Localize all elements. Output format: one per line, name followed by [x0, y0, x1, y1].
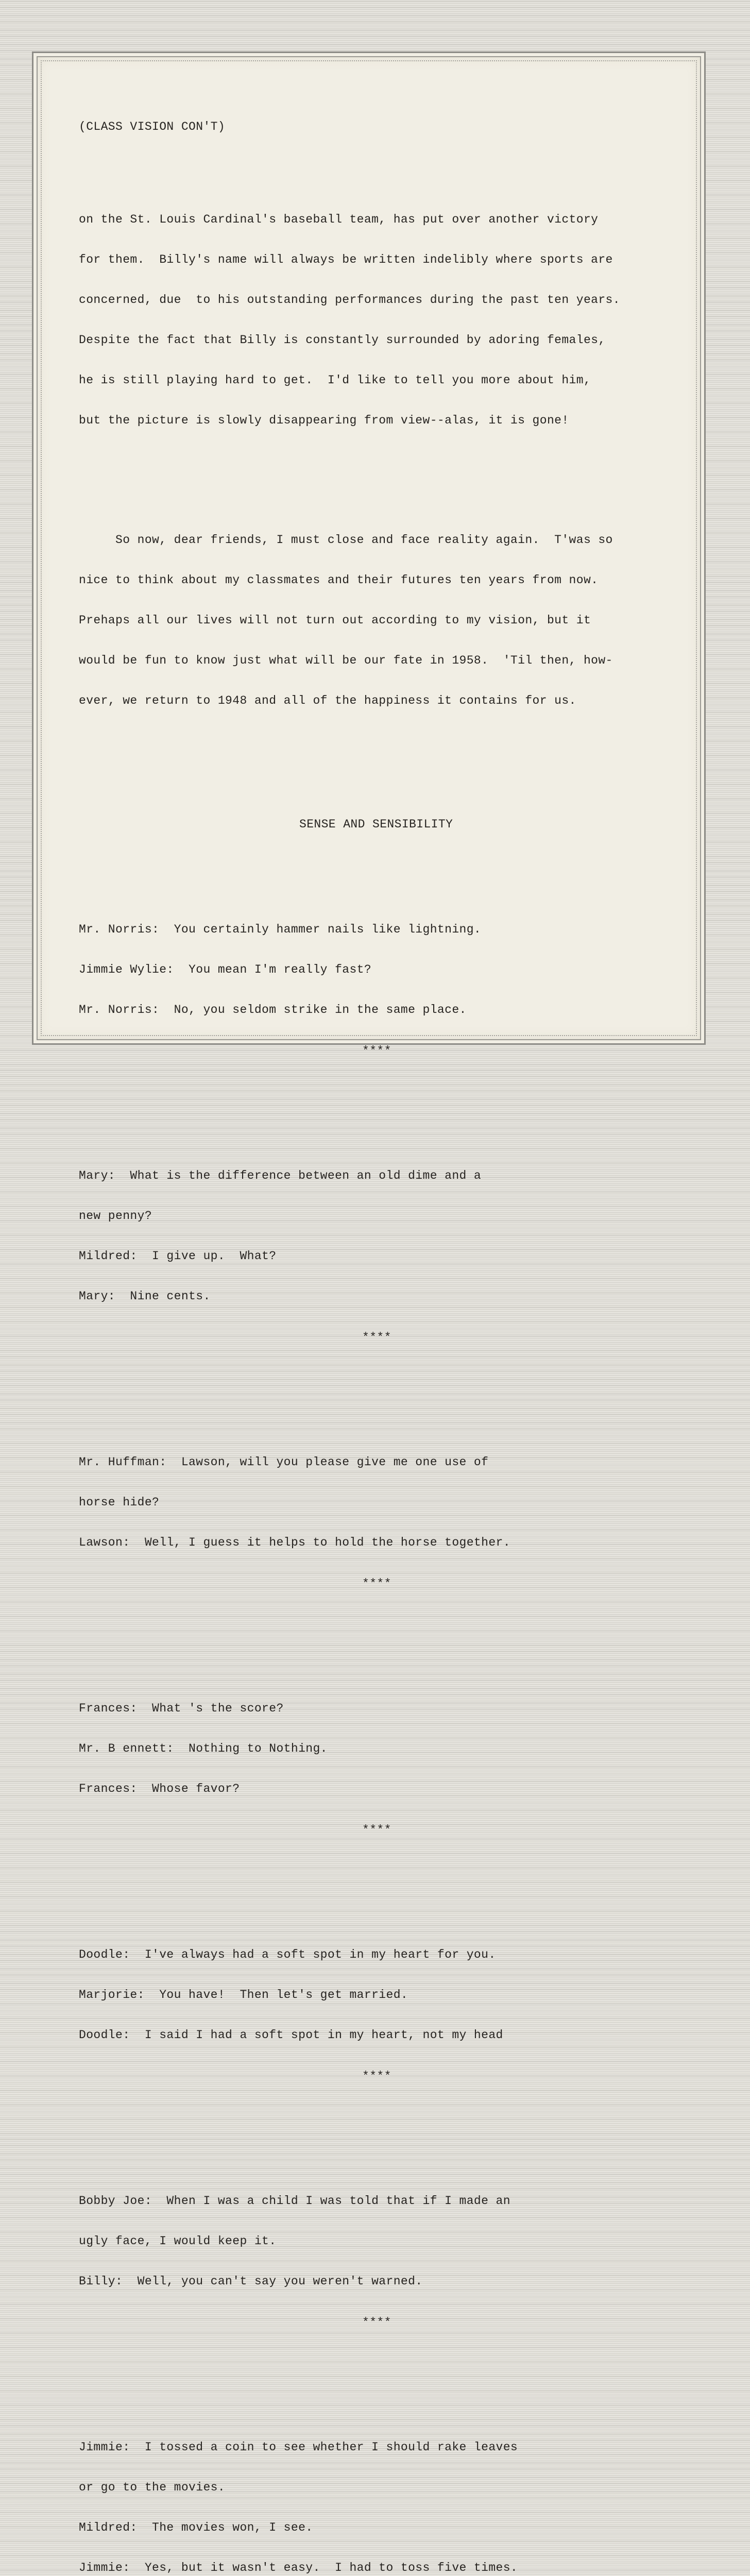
joke-line: Jimmie: Yes, but it wasn't easy. I had to toss five times. [79, 2561, 518, 2574]
document-page [32, 52, 706, 2574]
section-title: SENSE AND SENSIBILITY [299, 818, 453, 831]
joke-line: Mr. Norris: You certainly hammer nails like lightning. [79, 923, 482, 936]
joke-line: Mr. Norris: No, you seldom strike in the same place. [79, 1003, 467, 1016]
page-text [79, 93, 676, 2576]
joke-line: Jimmie: I tossed a coin to see whether I should rake leaves [79, 2441, 518, 2454]
joke-line: Frances: What 's the score? [79, 1702, 284, 1715]
joke-line: horse hide? [79, 1496, 160, 1509]
text-line: Despite the fact that Billy is constantly surrounded by adoring females, [79, 333, 606, 347]
joke-line: Jimmie Wylie: You mean I'm really fast? [79, 963, 372, 976]
text-line: nice to think about my classmates and their futures ten years from now. [79, 573, 599, 587]
joke-item [79, 1921, 676, 2110]
joke-line: Mildred: The movies won, I see. [79, 2521, 313, 2534]
joke-line: or go to the movies. [79, 2481, 226, 2494]
joke-separator: **** [362, 2316, 391, 2329]
text-line: So now, dear friends, I must close and face reality again. T'was so [79, 533, 613, 547]
joke-line: Frances: Whose favor? [79, 1782, 240, 1795]
text-line: would be fun to know just what will be our fate in 1958. 'Til then, how- [79, 654, 613, 667]
paragraph-closing [79, 506, 676, 734]
joke-item [79, 1142, 676, 1371]
joke-item [79, 896, 676, 1084]
joke-line: Billy: Well, you can't say you weren't warned. [79, 2275, 423, 2288]
page-header: (CLASS VISION CON'T) [79, 120, 226, 133]
joke-line: Mary: What is the difference between an old dime and a [79, 1169, 482, 1182]
joke-separator: **** [362, 1044, 391, 1058]
joke-line: Mr. B ennett: Nothing to Nothing. [79, 1742, 328, 1755]
joke-line: Bobby Joe: When I was a child I was told that if I made an [79, 2194, 510, 2208]
joke-item [79, 1429, 676, 1617]
paragraph-class-vision [79, 186, 676, 454]
text-line: for them. Billy's name will always be written indelibly where sports are [79, 253, 613, 266]
text-line: ever, we return to 1948 and all of the happiness it contains for us. [79, 694, 576, 707]
joke-line: Mildred: I give up. What? [79, 1249, 277, 1263]
joke-line: Doodle: I said I had a soft spot in my heart, not my head [79, 2028, 503, 2042]
joke-line: Lawson: Well, I guess it helps to hold the horse together. [79, 1536, 510, 1549]
joke-line: new penny? [79, 1209, 152, 1223]
text-line: but the picture is slowly disappearing from view--alas, it is gone! [79, 414, 569, 427]
joke-item [79, 1675, 676, 1863]
text-line: Prehaps all our lives will not turn out according to my vision, but it [79, 614, 591, 627]
joke-separator: **** [362, 1331, 391, 1344]
joke-separator: **** [362, 2070, 391, 2083]
joke-item [79, 2167, 676, 2356]
joke-line: Doodle: I've always had a soft spot in my heart for you. [79, 1948, 496, 1961]
joke-line: Mr. Huffman: Lawson, will you please give me one use of [79, 1455, 489, 1469]
text-line: on the St. Louis Cardinal's baseball team, has put over another victory [79, 213, 599, 226]
text-line: he is still playing hard to get. I'd like to tell you more about him, [79, 374, 591, 387]
joke-line: Marjorie: You have! Then let's get married. [79, 1988, 408, 2002]
joke-line: Mary: Nine cents. [79, 1290, 211, 1303]
joke-line: ugly face, I would keep it. [79, 2234, 277, 2248]
joke-separator: **** [362, 1577, 391, 1590]
joke-separator: **** [362, 1823, 391, 1837]
text-line: concerned, due to his outstanding performances during the past ten years. [79, 293, 620, 307]
joke-item [79, 2414, 676, 2576]
